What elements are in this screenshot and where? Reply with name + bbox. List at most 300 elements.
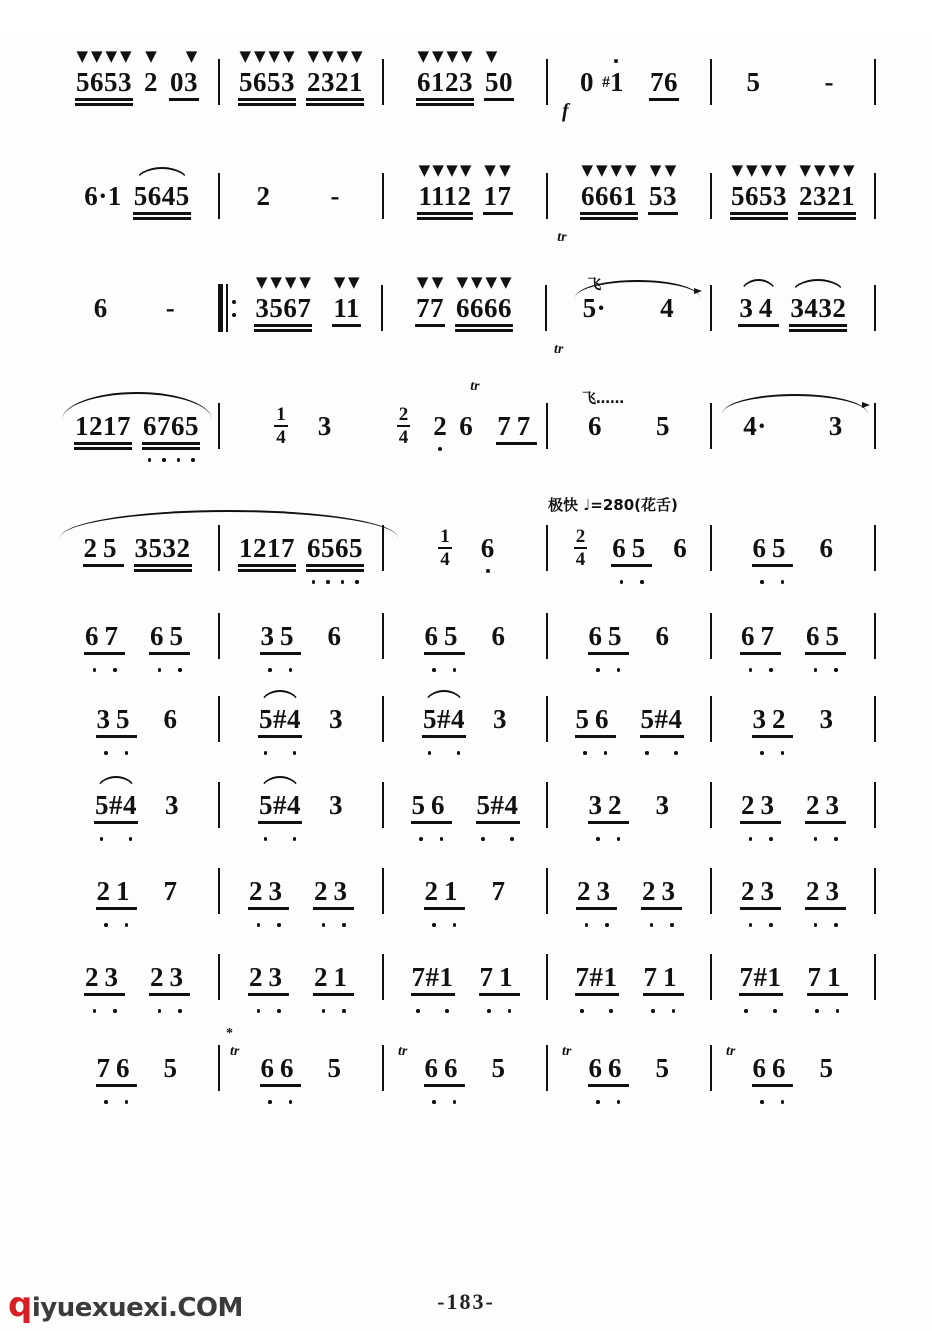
dynamic-forte: f <box>562 100 569 122</box>
octave-dots-below <box>752 1100 793 1104</box>
note-text: 77 <box>416 292 445 323</box>
note-text: 1217 <box>239 532 295 563</box>
measure-m8 <box>384 148 546 244</box>
note-text: 6666 <box>456 292 513 323</box>
note-group-sharp <box>422 703 466 734</box>
note-group <box>807 961 848 992</box>
octave-dots-below <box>424 1100 465 1104</box>
note-text: 0 <box>580 66 594 97</box>
note-group <box>415 272 445 323</box>
note-group-sharp-high <box>601 66 625 97</box>
note-text: 6 <box>93 292 108 323</box>
note-group-sharp <box>476 789 520 820</box>
note-group <box>588 620 629 651</box>
note-group <box>458 410 474 441</box>
measure-m46 <box>56 934 218 1020</box>
note-text: 4 <box>660 292 675 323</box>
note-text: 53 <box>649 180 677 211</box>
measure-m17 <box>220 378 382 474</box>
note-text: 23 <box>150 961 189 992</box>
trill-mark: tr <box>554 342 564 357</box>
note-group <box>655 1052 671 1083</box>
note-group <box>163 703 179 734</box>
measure-m51 <box>56 1020 218 1116</box>
barline <box>874 59 876 105</box>
watermark-logo-letter: q <box>8 1285 32 1325</box>
system-10 <box>56 934 876 1020</box>
time-signature <box>570 527 592 569</box>
measure-m41 <box>56 848 218 934</box>
note-group <box>611 532 652 563</box>
note-text: 23 <box>741 875 780 906</box>
time-signature <box>270 405 292 447</box>
note-text: 6·1 <box>84 180 122 211</box>
measure-m34 <box>548 676 710 762</box>
note-group <box>805 789 846 820</box>
note-group <box>580 160 638 211</box>
measure-m37 <box>220 762 382 848</box>
system-8 <box>56 762 876 848</box>
time-signature-denominator: 4 <box>440 549 450 570</box>
note-group <box>96 875 137 906</box>
measure-m52 <box>220 1020 382 1116</box>
note-group <box>655 789 671 820</box>
note-group <box>789 292 847 323</box>
system-11 <box>56 1020 876 1116</box>
note-group <box>819 1052 835 1083</box>
note-text: 3532 <box>134 532 191 563</box>
measure-m50 <box>712 934 874 1020</box>
note-text: 23 <box>741 789 780 820</box>
note-text: 6 <box>819 532 834 563</box>
note-group <box>819 703 835 734</box>
note-text: 2321 <box>799 180 855 211</box>
note-group <box>480 532 496 563</box>
note-group <box>313 961 354 992</box>
watermark-text: iyuexuexi.COM <box>31 1293 243 1323</box>
barline <box>874 954 876 1000</box>
tonguing-marks: ▼ ▼ ▼ ▼ <box>581 160 637 179</box>
note-text: 67 <box>85 620 124 651</box>
octave-dots-below <box>805 668 846 672</box>
note-group <box>641 875 682 906</box>
note-group <box>752 532 793 563</box>
octave-dots-below <box>640 751 684 755</box>
note-group <box>649 66 679 97</box>
note-text: 5· <box>582 292 607 323</box>
measure-m2 <box>220 34 382 130</box>
octave-dots-below <box>411 1009 455 1013</box>
octave-dots-below <box>142 458 200 462</box>
note-group-grace <box>432 410 448 441</box>
note-text: 23 <box>806 875 845 906</box>
note-text: 5 <box>491 1052 506 1083</box>
note-group <box>740 620 781 651</box>
note-text: 32 <box>752 703 792 734</box>
note-group <box>730 160 788 211</box>
measure-m36 <box>56 762 218 848</box>
system-4 <box>56 342 876 474</box>
octave-dots-below <box>476 837 520 841</box>
site-watermark <box>8 1285 243 1325</box>
note-text: 6 <box>327 620 342 651</box>
octave-dot-below <box>486 569 490 573</box>
note-text: 5#4 <box>423 703 465 734</box>
measure-m54 <box>548 1020 710 1116</box>
note-group <box>575 703 616 734</box>
note-group <box>84 620 125 651</box>
note-group <box>479 961 520 992</box>
tonguing-marks: ▼ ▼ <box>416 272 444 291</box>
note-group <box>805 875 846 906</box>
note-text: 56 <box>411 789 451 820</box>
note-group <box>805 620 846 651</box>
note-text: 4· <box>743 410 767 441</box>
note-group <box>740 789 781 820</box>
note-group <box>470 378 537 441</box>
note-group <box>483 160 513 211</box>
octave-dots-below <box>411 837 452 841</box>
note-group <box>327 620 343 651</box>
tonguing-marks: ▼ <box>485 46 498 65</box>
octave-dots-below <box>84 668 125 672</box>
note-text: 76 <box>96 1052 136 1083</box>
octave-dots-below <box>752 751 793 755</box>
note-text: 71 <box>807 961 847 992</box>
note-sustain-dash: - <box>165 292 175 323</box>
note-group <box>313 875 354 906</box>
octave-dots-below <box>739 1009 783 1013</box>
note-text: 32 <box>588 789 628 820</box>
measure-m32 <box>220 676 382 762</box>
note-text: 65 <box>612 532 652 563</box>
note-text: 6 <box>655 620 670 651</box>
measure-m23 <box>384 500 546 596</box>
note-group <box>819 532 835 563</box>
barline <box>874 1045 876 1091</box>
note-text: 6 <box>588 410 602 441</box>
note-text: 03 <box>170 66 198 97</box>
note-group <box>752 703 793 734</box>
note-group <box>648 160 678 211</box>
note-group-sharp <box>258 703 302 734</box>
note-group <box>133 180 191 211</box>
octave-dots-below <box>149 1009 190 1013</box>
measure-m20 <box>712 378 874 474</box>
repeat-start-sign <box>218 284 236 332</box>
note-text: 2 <box>144 66 158 97</box>
barline <box>874 173 876 219</box>
note-group <box>491 1052 507 1083</box>
tonguing-marks: ▼ <box>145 46 157 65</box>
time-signature-denominator: 4 <box>398 427 409 448</box>
time-signature-numerator: 2 <box>398 404 409 425</box>
measure-m45 <box>712 848 874 934</box>
octave-dots-below <box>424 923 465 927</box>
note-text: 5 <box>327 1052 342 1083</box>
note-group <box>492 703 508 734</box>
octave-dot-below <box>438 447 442 451</box>
note-text: 56 <box>575 703 615 734</box>
note-text: 34 <box>739 292 779 323</box>
octave-dots-below <box>260 1100 301 1104</box>
note-text: 2 <box>256 180 271 211</box>
note-group-sharp <box>94 789 138 820</box>
octave-dots-below <box>260 668 301 672</box>
barline <box>874 696 876 742</box>
note-text: 23 <box>249 961 288 992</box>
octave-dots-below <box>807 1009 848 1013</box>
measure-m38 <box>384 762 546 848</box>
octave-dots-below <box>576 923 617 927</box>
measure-m42 <box>220 848 382 934</box>
note-group <box>169 46 199 97</box>
octave-dots-below <box>258 751 302 755</box>
note-text: 7#1 <box>411 961 454 992</box>
octave-dots-below <box>588 668 629 672</box>
note-text: 5#4 <box>259 703 301 734</box>
octave-dots-below <box>588 837 629 841</box>
octave-dots-below <box>805 837 846 841</box>
time-signature-denominator: 4 <box>276 427 286 448</box>
note-text: 5 <box>655 1052 670 1083</box>
measure-m13 <box>383 260 545 356</box>
note-text: 5 <box>163 1052 178 1083</box>
note-text: 21 <box>424 875 464 906</box>
fly-annotation: 飞 <box>587 277 602 293</box>
note-text: 50 <box>485 66 513 97</box>
note-text: 6 <box>491 620 506 651</box>
tonguing-marks: ▼ ▼ <box>333 272 360 291</box>
note-group <box>798 160 856 211</box>
note-text: 6765 <box>143 410 199 441</box>
note-group <box>328 703 344 734</box>
note-text: 3432 <box>790 292 847 323</box>
octave-dots-below <box>96 1100 137 1104</box>
note-group <box>306 46 364 97</box>
measure-m19 <box>548 342 710 474</box>
note-text: 21 <box>314 961 353 992</box>
note-text: 66 <box>752 1052 792 1083</box>
note-group-sharp <box>411 961 455 992</box>
note-group <box>417 160 472 211</box>
barline <box>874 525 876 571</box>
note-group <box>424 875 465 906</box>
system-2 <box>56 148 876 244</box>
octave-dots-below <box>84 1009 125 1013</box>
barline <box>874 403 876 449</box>
note-text: 5645 <box>133 180 190 211</box>
note-text: 3 <box>819 703 834 734</box>
note-group <box>643 961 684 992</box>
octave-dots-below <box>258 837 302 841</box>
note-text: 71 <box>643 961 683 992</box>
measure-m28 <box>384 596 546 676</box>
note-text: 5 <box>746 66 761 97</box>
tonguing-marks: ▼ ▼ ▼ ▼ <box>307 46 363 65</box>
note-text: 6 <box>163 703 178 734</box>
note-text: 65 <box>806 620 845 651</box>
measure-m47 <box>220 934 382 1020</box>
sharp-sign: # <box>602 73 610 91</box>
note-text: 23 <box>577 875 616 906</box>
system-3 <box>56 230 876 356</box>
note-text: 67 <box>741 620 780 651</box>
measure-m31 <box>56 676 218 762</box>
time-signature-numerator: 1 <box>276 404 286 425</box>
octave-dots-below <box>575 1009 619 1013</box>
note-group <box>588 1052 629 1083</box>
octave-dots-below <box>643 1009 684 1013</box>
system-6 <box>56 596 876 676</box>
measure-m1 <box>56 34 218 130</box>
measure-m14 <box>547 230 709 356</box>
note-text: 66 <box>424 1052 464 1083</box>
fly-dots-annotation: 飞…… <box>582 391 624 407</box>
tonguing-marks: ▼ ▼ ▼ ▼ <box>418 160 472 179</box>
barline <box>874 285 876 331</box>
system-5 <box>56 496 876 596</box>
note-text: 23 <box>642 875 681 906</box>
note-group <box>740 875 781 906</box>
measure-m44 <box>548 848 710 934</box>
note-text: 1112 <box>418 180 472 211</box>
note-text: 17 <box>483 180 512 211</box>
measure-m49 <box>548 934 710 1020</box>
tonguing-marks: ▼ <box>185 46 198 65</box>
tonguing-marks: ▼ ▼ ▼ ▼ <box>239 46 295 65</box>
note-sustain-dash: - <box>824 66 834 97</box>
note-group <box>424 620 465 651</box>
note-text: 65 <box>588 620 628 651</box>
note-group <box>254 272 312 323</box>
note-text: 3 <box>165 789 179 820</box>
measure-m29 <box>548 596 710 676</box>
note-group <box>327 1052 343 1083</box>
note-text: 5653 <box>76 66 132 97</box>
note-group-sharp <box>258 789 302 820</box>
note-group <box>416 46 474 97</box>
measure-m18 <box>384 378 546 474</box>
measure-m53 <box>384 1020 546 1116</box>
octave-dots-below <box>96 923 137 927</box>
note-text: 23 <box>249 875 288 906</box>
octave-dots-below <box>424 668 465 672</box>
tonguing-marks: ▼ ▼ ▼ ▼ <box>799 160 855 179</box>
octave-dots-below <box>248 1009 289 1013</box>
barline <box>874 782 876 828</box>
note-text: 5#4 <box>259 789 301 820</box>
octave-dots-below <box>752 580 793 584</box>
note-text: 23 <box>85 961 124 992</box>
note-text: 7#1 <box>739 961 782 992</box>
note-text: 3 <box>317 410 332 441</box>
note-group <box>424 1052 465 1083</box>
note-text: 65 <box>424 620 464 651</box>
measure-m12 <box>218 260 380 356</box>
note-text: 5653 <box>239 66 295 97</box>
note-text: 76 <box>650 66 678 97</box>
octave-dots-below <box>422 751 466 755</box>
note-text: 7 <box>163 875 178 906</box>
note-group <box>306 532 364 563</box>
note-text: 1 <box>610 66 624 97</box>
note-group <box>238 532 296 563</box>
note-text: 65 <box>150 620 189 651</box>
note-group <box>491 620 507 651</box>
note-text: 21 <box>96 875 136 906</box>
trill-mark: tr <box>398 1044 408 1059</box>
note-text: 71 <box>479 961 519 992</box>
note-group <box>672 532 688 563</box>
note-group-high <box>332 272 361 323</box>
measure-m24 <box>548 500 710 596</box>
measure-m26 <box>56 596 218 676</box>
note-text: 2321 <box>307 66 363 97</box>
note-group <box>588 789 629 820</box>
time-signature <box>393 405 415 447</box>
note-group-sharp <box>739 961 783 992</box>
octave-dots-below <box>805 923 846 927</box>
measure-m4 <box>548 34 710 130</box>
tonguing-marks: ▼ ▼ <box>484 160 511 179</box>
octave-dots-below <box>588 1100 629 1104</box>
measure-m5 <box>712 34 874 130</box>
note-group <box>238 46 296 97</box>
tonguing-marks: ▼ ▼ <box>649 160 677 179</box>
note-text: 3 <box>655 789 670 820</box>
time-signature <box>434 527 456 569</box>
octave-dots-below <box>313 923 354 927</box>
note-text: 6 <box>480 532 495 563</box>
measure-m48 <box>384 934 546 1020</box>
note-group <box>149 961 190 992</box>
trill-mark: tr <box>557 230 567 245</box>
note-text: 3567 <box>255 292 312 323</box>
octave-dots-below <box>149 668 190 672</box>
note-group <box>328 789 344 820</box>
trill-mark: tr <box>726 1044 736 1059</box>
note-text: 7 <box>491 875 506 906</box>
measure-m27 <box>220 596 382 676</box>
note-group-sharp <box>640 703 684 734</box>
note-text: 6 <box>459 410 474 441</box>
measure-m21 <box>56 500 218 596</box>
note-group <box>83 180 123 211</box>
time-signature-numerator: 2 <box>575 526 586 547</box>
note-group <box>248 875 289 906</box>
measure-m16 <box>56 378 218 474</box>
octave-dots-below <box>479 1009 520 1013</box>
note-text: 23 <box>806 789 845 820</box>
note-sustain-dash: - <box>330 180 340 211</box>
note-group <box>752 1052 793 1083</box>
time-signature-numerator: 1 <box>440 526 450 547</box>
note-group <box>149 620 190 651</box>
note-text: 35 <box>96 703 136 734</box>
trill-mark: tr <box>562 1044 572 1059</box>
note-group <box>75 46 133 97</box>
tonguing-marks: ▼ ▼ ▼ ▼ <box>255 272 311 291</box>
note-group <box>84 961 125 992</box>
note-text: 35 <box>260 620 300 651</box>
octave-dots-below <box>306 580 364 584</box>
note-group <box>163 1052 179 1083</box>
note-group-sharp <box>575 961 619 992</box>
octave-dots-below <box>248 923 289 927</box>
note-text: 3 <box>329 789 343 820</box>
note-text: 5#4 <box>95 789 137 820</box>
